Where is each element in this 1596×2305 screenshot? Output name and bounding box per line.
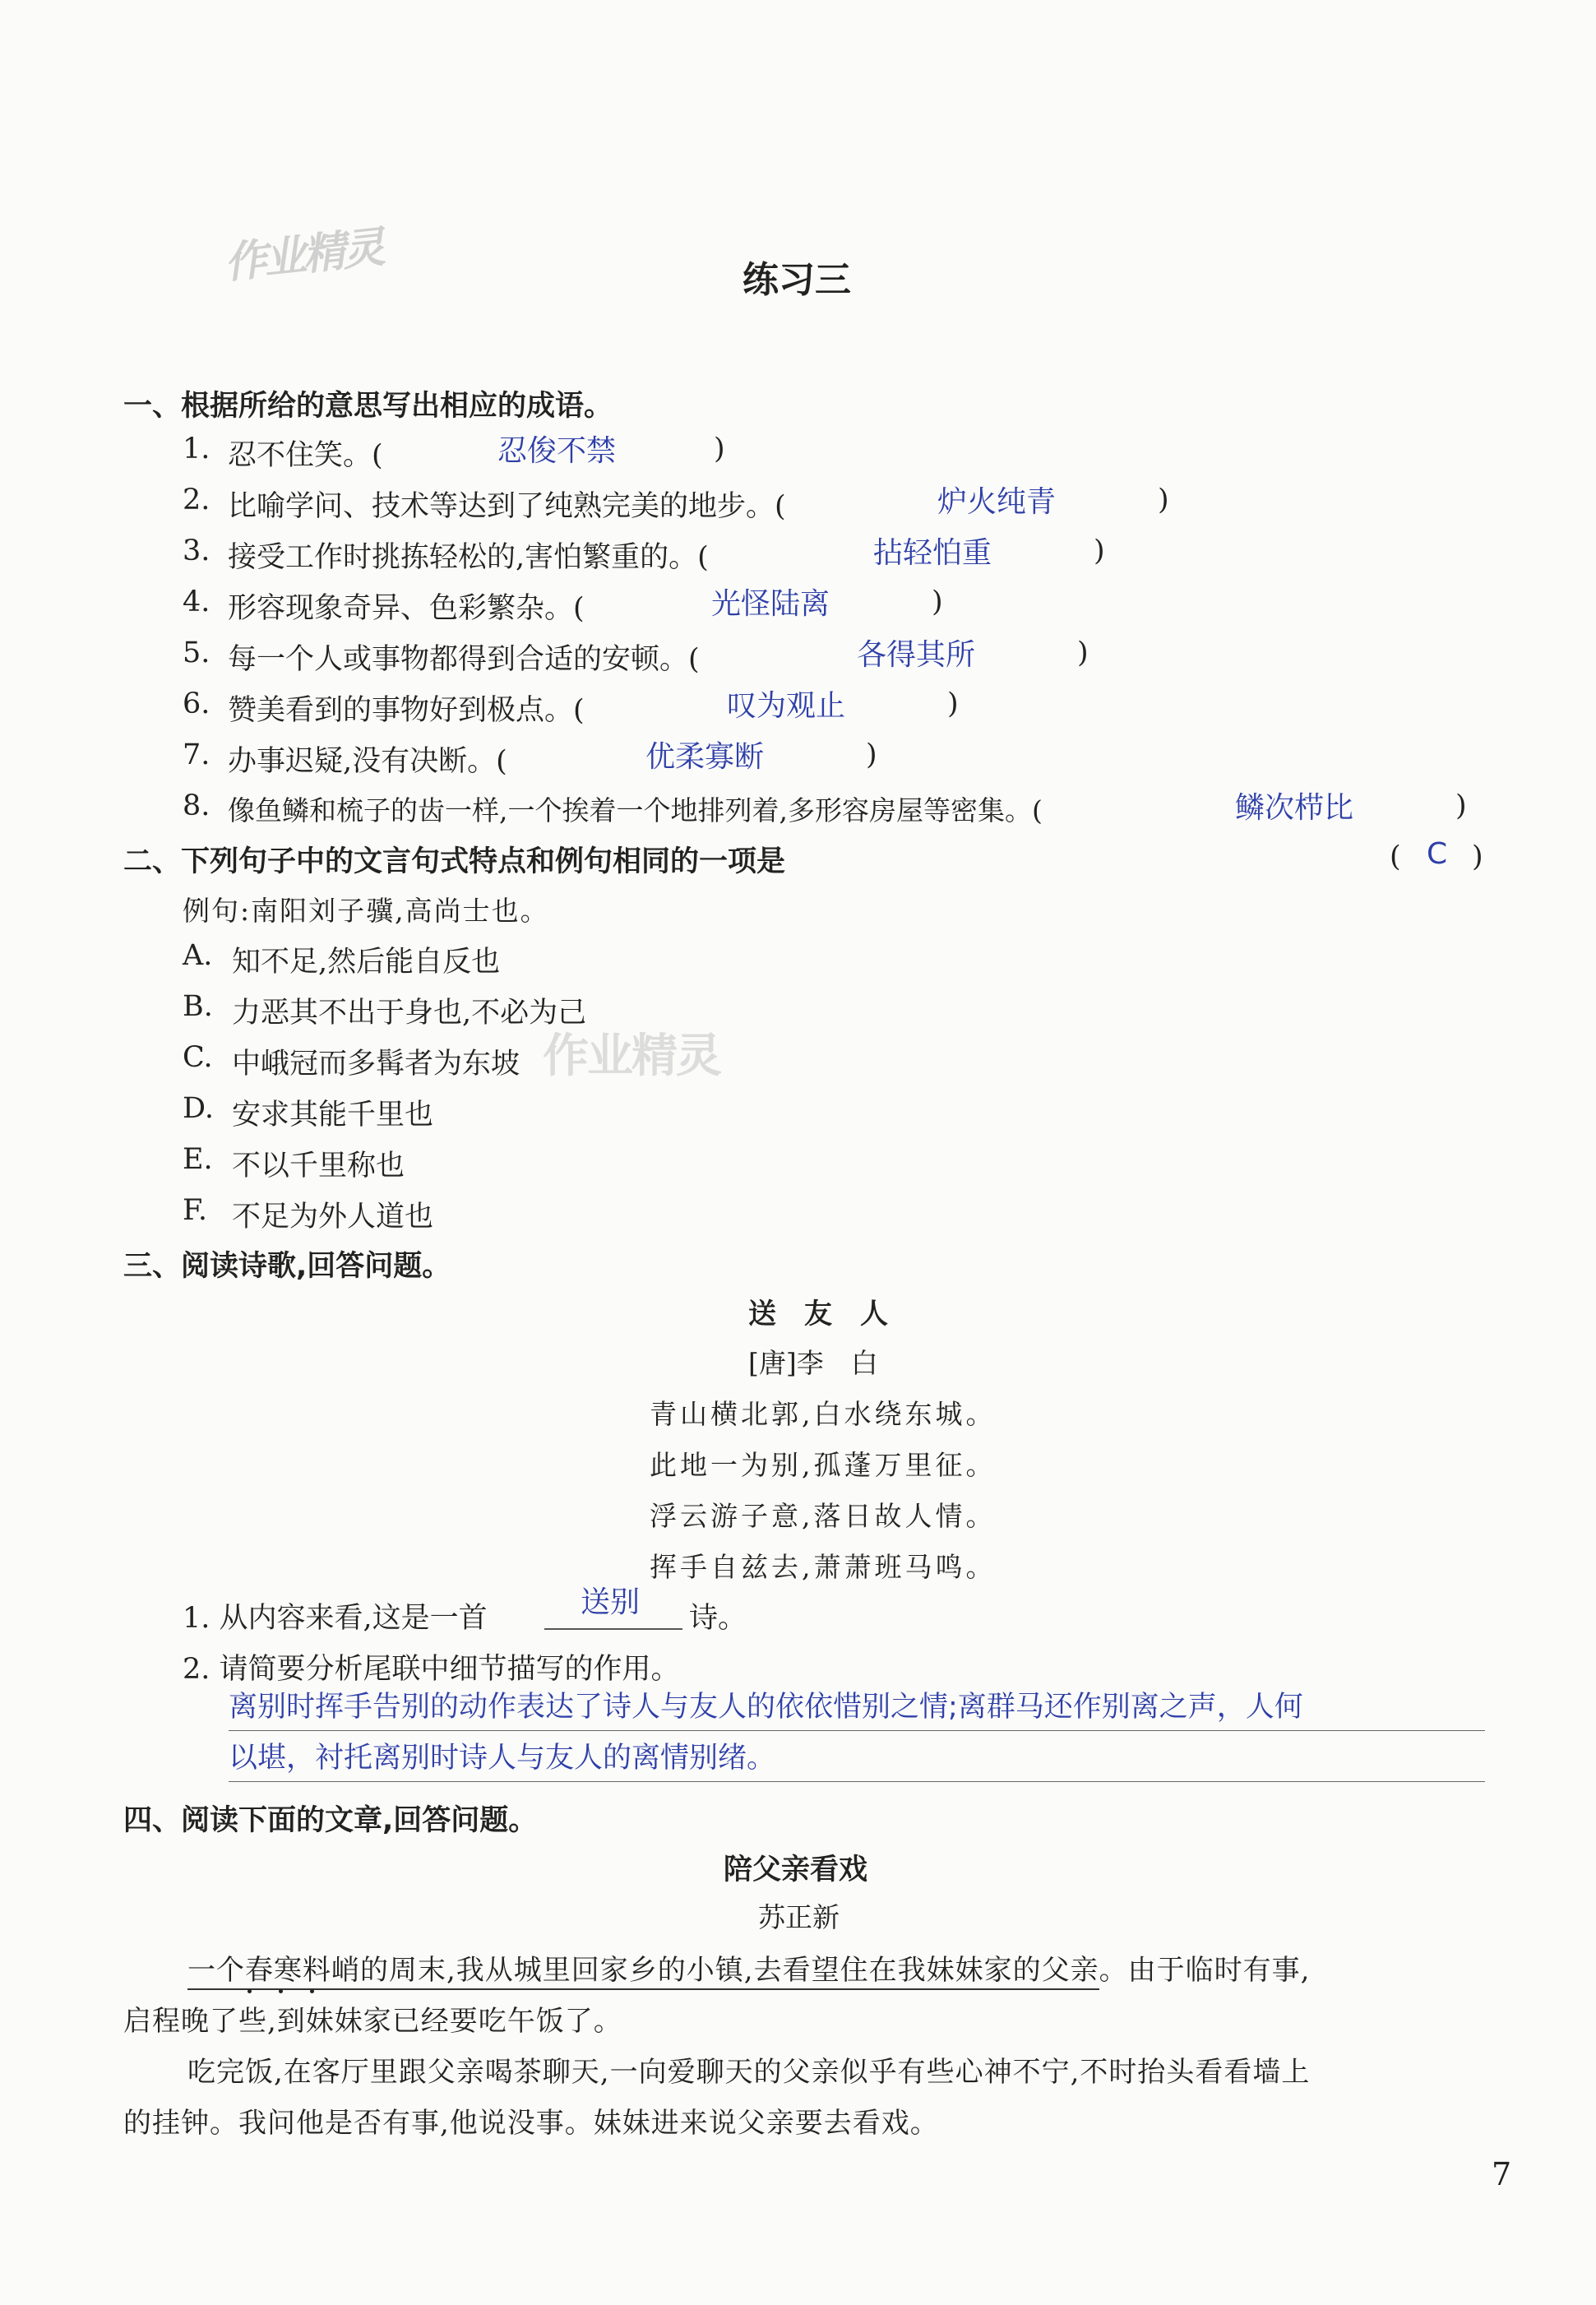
option-label: D. xyxy=(183,1092,214,1125)
poem-line-4: 挥手自兹去,萧萧班马鸣。 xyxy=(650,1551,997,1583)
item-number: 5. xyxy=(183,636,210,669)
option-text: 知不足,然后能自反也 xyxy=(232,946,501,979)
answer-text: 鳞次栉比 xyxy=(1235,791,1354,825)
option-label: B. xyxy=(183,990,213,1023)
paragraph-2-line-2: 的挂钟。我问他是否有事,他说没事。妹妹进来说父亲要去看戏。 xyxy=(123,2107,939,2140)
answer-text: 拈轻怕重 xyxy=(873,536,992,570)
item-text: 比喻学问、技术等达到了纯熟完美的地步。( xyxy=(228,490,786,523)
option-text: 中峨冠而多髯者为东坡 xyxy=(232,1048,520,1081)
question-1-prefix: 1. 从内容来看,这是一首 xyxy=(183,1602,488,1635)
answer-text: 优柔寡断 xyxy=(645,740,765,774)
page-number: 7 xyxy=(1492,2156,1512,2192)
question-2: 2. 请简要分析尾联中细节描写的作用。 xyxy=(183,1653,680,1686)
paragraph-1-line-2: 启程晚了些,到妹妹家已经要吃午饭了。 xyxy=(123,2005,622,2038)
section2-answer: C xyxy=(1427,837,1448,871)
watermark-logo: 作业精灵 xyxy=(221,223,385,289)
option-text: 不足为外人道也 xyxy=(232,1201,434,1233)
answer-text: 各得其所 xyxy=(857,638,976,672)
answer-text: 炉火纯青 xyxy=(937,485,1057,519)
item-close-bracket: ) xyxy=(1158,484,1169,516)
item-text: 形容现象奇异、色彩繁杂。( xyxy=(228,592,585,625)
item-close-bracket: ) xyxy=(932,586,943,618)
paragraph-1-line-1 xyxy=(187,1947,1310,1988)
poem-author: [唐]李 白 xyxy=(748,1347,878,1379)
item-number: 2. xyxy=(183,484,210,516)
option-text: 不以千里称也 xyxy=(232,1150,405,1183)
page-title: 练习三 xyxy=(742,259,851,301)
item-close-bracket: ) xyxy=(947,687,959,720)
option-text: 力恶其不出于身也,不必为己 xyxy=(232,997,587,1030)
item-text: 接受工作时挑拣轻松的,害怕繁重的。( xyxy=(228,541,709,574)
section3-heading: 三、阅读诗歌,回答问题。 xyxy=(123,1250,451,1283)
poem-line-1: 青山横北郭,白水绕东城。 xyxy=(650,1398,997,1430)
poem-title: 送 友 人 xyxy=(748,1298,888,1331)
section4-heading: 四、阅读下面的文章,回答问题。 xyxy=(123,1804,538,1837)
watermark-logo-center: 作业精灵 xyxy=(543,1030,720,1083)
item-text: 赞美看到的事物好到极点。( xyxy=(228,694,585,727)
emphasis-dot xyxy=(279,1989,283,1993)
option-label: C. xyxy=(183,1041,213,1074)
option-label: F. xyxy=(183,1194,207,1227)
underlined-sentence: 一个春寒料峭的周末,我从城里回家乡的小镇,去看望住在我妹妹家的父亲 xyxy=(187,1954,1099,1990)
question-1-suffix: 诗。 xyxy=(689,1602,747,1635)
article-title: 陪父亲看戏 xyxy=(724,1854,868,1886)
option-label: A. xyxy=(183,939,213,972)
emphasis-dot xyxy=(247,1989,252,1993)
item-text: 像鱼鳞和梳子的齿一样,一个挨着一个地排列着,多形容房屋等密集。( xyxy=(228,794,1043,826)
item-number: 3. xyxy=(183,535,210,567)
item-text: 每一个人或事物都得到合适的安顿。( xyxy=(228,643,700,676)
answer-blank-line xyxy=(544,1628,682,1630)
item-number: 1. xyxy=(183,433,210,465)
answer-bracket-open: ( xyxy=(1390,840,1401,873)
item-number: 6. xyxy=(183,687,210,720)
item-number: 7. xyxy=(183,738,210,771)
question-1-answer: 送别 xyxy=(581,1585,641,1619)
answer-text: 叹为观止 xyxy=(727,689,846,723)
option-label: E. xyxy=(183,1143,213,1176)
item-number: 8. xyxy=(183,789,210,822)
paragraph-2-line-1: 吃完饭,在客厅里跟父亲喝茶聊天,一向爱聊天的父亲似乎有些心神不宁,不时抬头看看墙上 xyxy=(187,2056,1311,2089)
poem-line-2: 此地一为别,孤蓬万里征。 xyxy=(650,1449,997,1481)
paragraph-1-rest: 。由于临时有事, xyxy=(1099,1954,1311,1987)
answer-text: 忍俊不禁 xyxy=(497,434,617,468)
item-close-bracket: ) xyxy=(866,738,877,771)
article-author: 苏正新 xyxy=(758,1901,840,1933)
item-close-bracket: ) xyxy=(1455,789,1467,822)
section1-heading: 一、根据所给的意思写出相应的成语。 xyxy=(123,390,613,423)
answer-bracket-close: ) xyxy=(1472,840,1483,873)
item-close-bracket: ) xyxy=(714,433,725,465)
poem-line-3: 浮云游子意,落日故人情。 xyxy=(650,1500,997,1532)
section2-heading: 二、下列句子中的文言句式特点和例句相同的一项是 xyxy=(123,845,786,878)
option-text: 安求其能千里也 xyxy=(232,1099,434,1132)
answer-line-1 xyxy=(229,1730,1485,1731)
answer-text: 光怪陆离 xyxy=(711,587,830,621)
item-text: 办事迟疑,没有决断。( xyxy=(228,745,507,778)
question-2-answer-line-2: 以堪，衬托离别时诗人与友人的离情别绪。 xyxy=(229,1742,776,1775)
emphasis-dot xyxy=(310,1989,314,1993)
question-2-answer-line-1: 离别时挥手告别的动作表达了诗人与友人的依依惜别之情;离群马还作别离之声，人何 xyxy=(229,1691,1303,1724)
item-text: 忍不住笑。( xyxy=(228,439,383,472)
item-close-bracket: ) xyxy=(1094,535,1105,567)
answer-line-2 xyxy=(229,1781,1485,1782)
item-close-bracket: ) xyxy=(1077,636,1089,669)
example-sentence: 例句:南阳刘子骥,高尚士也。 xyxy=(183,895,549,927)
item-number: 4. xyxy=(183,586,210,618)
